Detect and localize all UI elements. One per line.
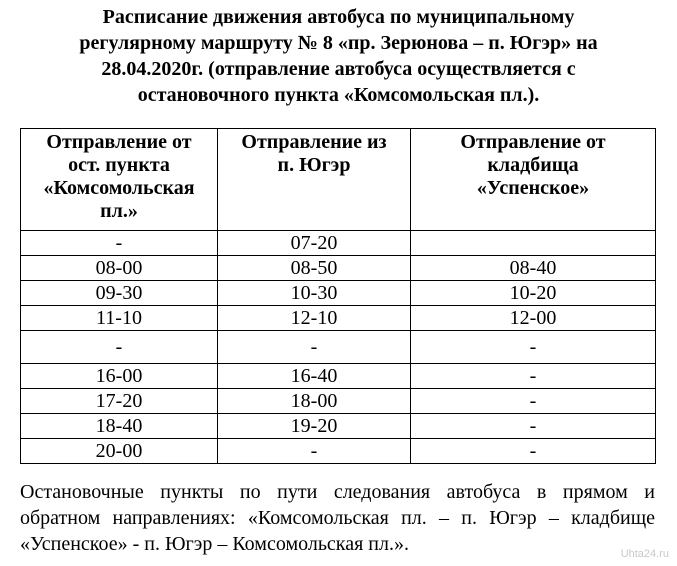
schedule-table: [20, 128, 656, 464]
title-line: остановочного пункта «Комсомольская пл.).: [137, 84, 540, 106]
header-line: пл.»: [100, 200, 138, 222]
table-cell: 17-20: [21, 389, 218, 414]
header-yuger: [218, 129, 411, 231]
table-cell: 12-10: [218, 306, 411, 331]
table-cell: 08-00: [21, 256, 218, 281]
table-cell: -: [21, 231, 218, 256]
table-cell: 12-00: [411, 306, 656, 331]
table-cell: 18-00: [218, 389, 411, 414]
table-row: [21, 256, 656, 281]
header-line: «Успенское»: [476, 177, 590, 199]
table-header-row: [21, 129, 656, 231]
table-row: [21, 364, 656, 389]
table-cell: 11-10: [21, 306, 218, 331]
route-stops-note: [20, 479, 655, 557]
header-line: Отправление от: [460, 131, 606, 153]
table-cell: 20-00: [21, 439, 218, 464]
table-row: [21, 281, 656, 306]
table-cell: 10-20: [411, 281, 656, 306]
table-cell: 16-00: [21, 364, 218, 389]
title-line: Расписание движения автобуса по муниципальному: [102, 6, 575, 28]
table-cell: -: [218, 331, 411, 364]
header-komsomolskaya: [21, 129, 218, 231]
header-line: кладбища: [487, 154, 579, 176]
table-cell: [411, 231, 656, 256]
table-cell: 10-30: [218, 281, 411, 306]
table-cell: 16-40: [218, 364, 411, 389]
table-row: [21, 331, 656, 364]
note-line: обратном направлениях: «Комсомольская пл. – п. Югэр – кладбище: [20, 507, 655, 529]
header-cemetery: [411, 129, 656, 231]
table-cell: -: [411, 364, 656, 389]
table-row: [21, 231, 656, 256]
document-title: [0, 4, 677, 108]
watermark: Uhta24.ru: [620, 548, 669, 560]
note-line: Остановочные пункты по пути следования автобуса в прямом и: [20, 481, 655, 503]
table-row: [21, 414, 656, 439]
table-cell: 08-40: [411, 256, 656, 281]
table-row: [21, 439, 656, 464]
title-line: 28.04.2020г. (отправление автобуса осуществляется с: [101, 58, 576, 80]
table-cell: 08-50: [218, 256, 411, 281]
table-cell: -: [411, 331, 656, 364]
table-row: [21, 389, 656, 414]
table-cell: -: [411, 439, 656, 464]
header-line: Отправление от: [46, 131, 192, 153]
header-line: п. Югэр: [277, 154, 351, 176]
table-cell: -: [411, 389, 656, 414]
table-cell: -: [21, 331, 218, 364]
header-line: «Комсомольская: [43, 177, 195, 199]
table-cell: 19-20: [218, 414, 411, 439]
table-cell: -: [218, 439, 411, 464]
table-cell: 09-30: [21, 281, 218, 306]
table-cell: 07-20: [218, 231, 411, 256]
note-line: «Успенское» - п. Югэр – Комсомольская пл.».: [20, 533, 409, 555]
table-cell: -: [411, 414, 656, 439]
title-line: регулярному маршруту № 8 «пр. Зерюнова – п. Югэр» на: [79, 32, 598, 54]
header-line: ост. пункта: [68, 154, 170, 176]
table-row: [21, 306, 656, 331]
table-cell: 18-40: [21, 414, 218, 439]
header-line: Отправление из: [241, 131, 387, 153]
